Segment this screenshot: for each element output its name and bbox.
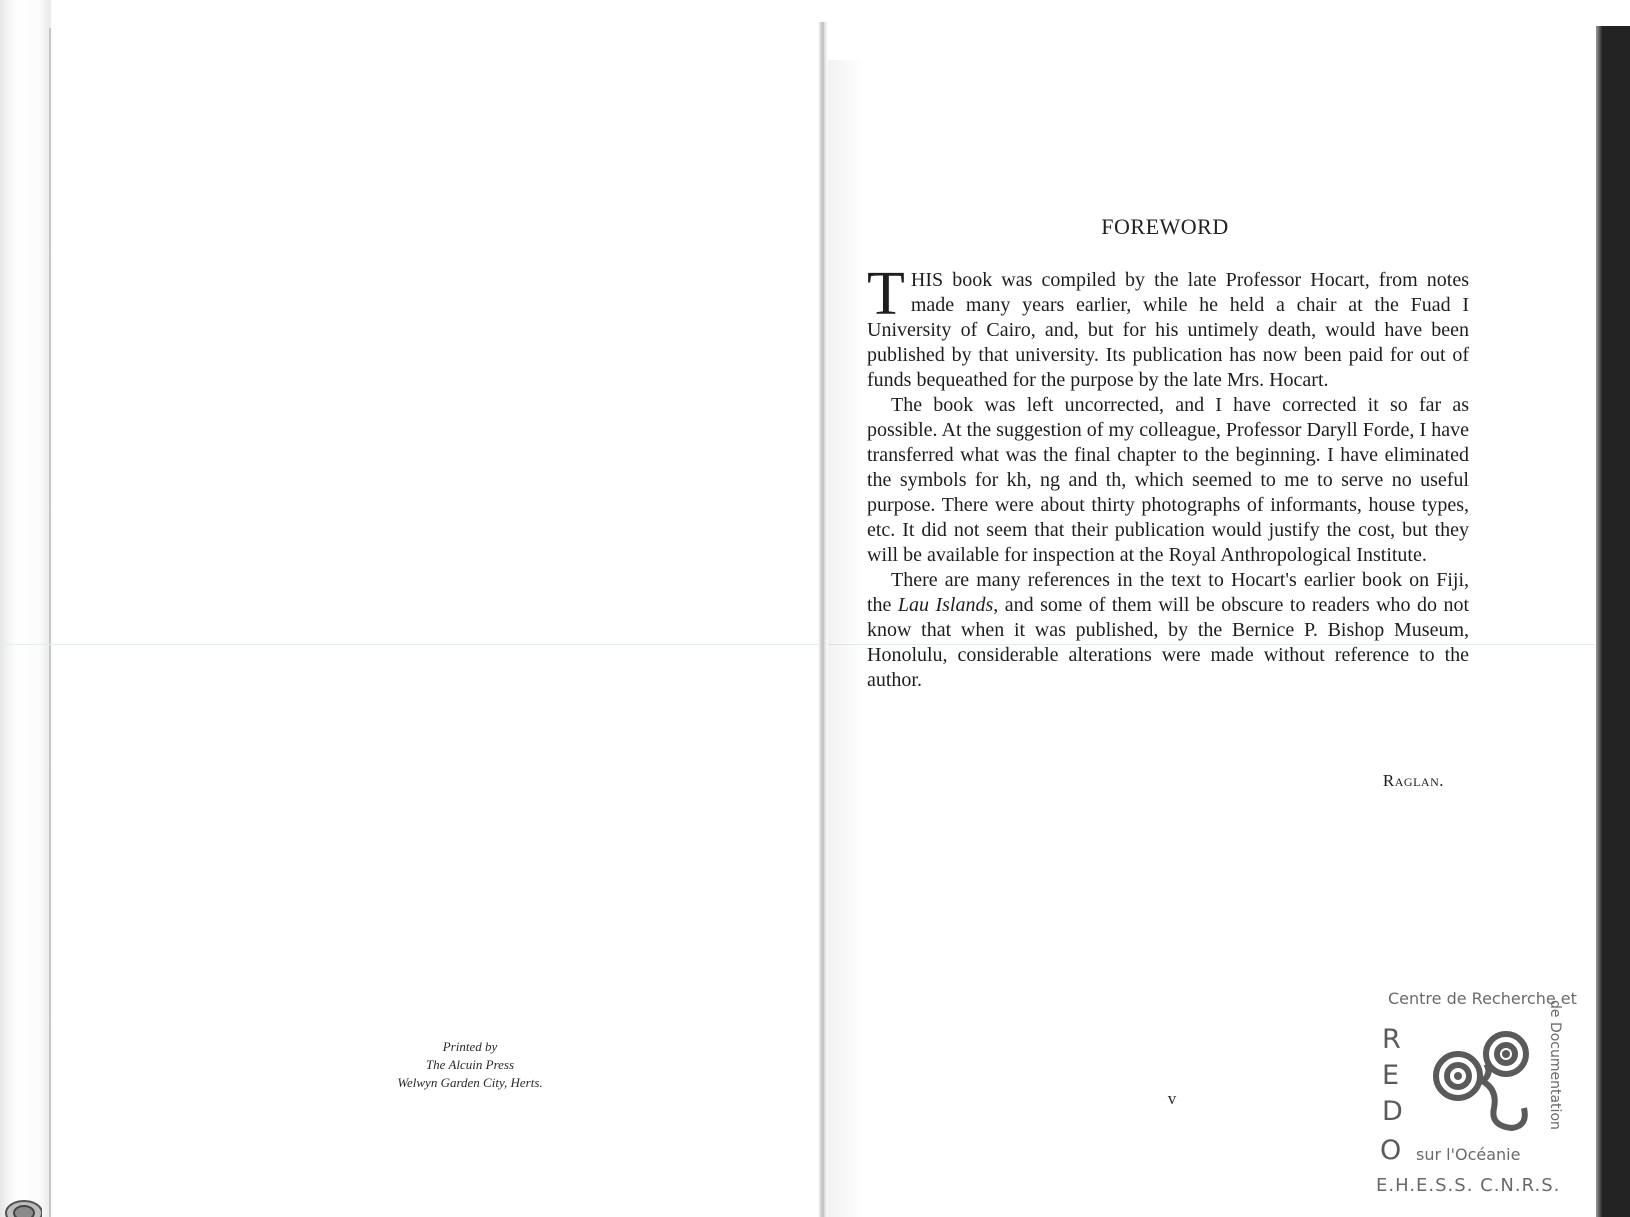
book-title-italic: Lau Islands — [897, 594, 994, 616]
corner-ring-icon — [2, 1185, 42, 1217]
book-spine — [818, 22, 828, 1217]
paragraph-1-text: HIS book was compiled by the late Professor Hocart, from notes made many years earlier, while he held a chair at the Fuad I University of Cairo, and, but for his untimely death, would have been published by that university. Its publication has now been paid for out of funds bequeathed for the purpose by the late Mrs. Hocart. — [867, 269, 1469, 391]
stamp-sur-oceanie: sur l'Océanie — [1416, 1145, 1521, 1164]
stamp-letter-d: D — [1382, 1096, 1403, 1127]
left-page-edge — [0, 0, 52, 1217]
fold-shadow — [828, 60, 864, 1217]
stamp-letter-e: E — [1382, 1060, 1400, 1091]
stamp-institutions: E.H.E.S.S. C.N.R.S. — [1376, 1175, 1561, 1196]
colophon-line-3: Welwyn Garden City, Herts. — [397, 1075, 543, 1090]
library-stamp — [1370, 980, 1580, 1210]
page-number: v — [1167, 1089, 1177, 1108]
colophon — [300, 1038, 640, 1092]
stamp-emblem-icon — [1428, 1028, 1548, 1140]
paragraph-1 — [867, 260, 1469, 393]
paragraph-3-end: , and some of them will be obscure to readers who do not know that when it was published, by the Bernice P. Bishop Museum, Honolulu, considerable alterations were made without reference to the author. — [867, 594, 1470, 691]
foreword-body — [867, 260, 1470, 693]
stamp-letter-o: O — [1380, 1135, 1402, 1166]
signature: Raglan. — [1382, 771, 1444, 790]
stamp-line-1: Centre de Recherche et — [1388, 989, 1577, 1008]
paragraph-3 — [867, 568, 1469, 693]
stamp-vertical-text: de Documentation — [1547, 1000, 1563, 1130]
left-edge-line — [49, 28, 51, 1217]
stamp-letter-r: R — [1382, 1024, 1401, 1055]
page-title: FOREWORD — [1101, 214, 1229, 239]
paragraph-2: The book was left uncorrected, and I have corrected it so far as possible. At the suggestion of my colleague, Professor Daryll Forde, I have transferred what was the final chapter to the beginning. I have eliminated the symbols for kh, ng and th, which seemed to me to serve no useful purpose. There were about thirty photographs of informants, house types, etc. It did not seem that their publication would justify the cost, but they will be available for inspection at the Royal Anthropological Institute. — [867, 394, 1469, 566]
drop-cap: T — [867, 260, 905, 328]
colophon-line-1: Printed by — [442, 1039, 498, 1054]
right-scan-edge — [1596, 26, 1630, 1217]
colophon-line-2: The Alcuin Press — [425, 1057, 515, 1072]
paragraph-3-start: There are many references in the text to Hocart's earlier book on Fiji, the — [867, 569, 1469, 616]
